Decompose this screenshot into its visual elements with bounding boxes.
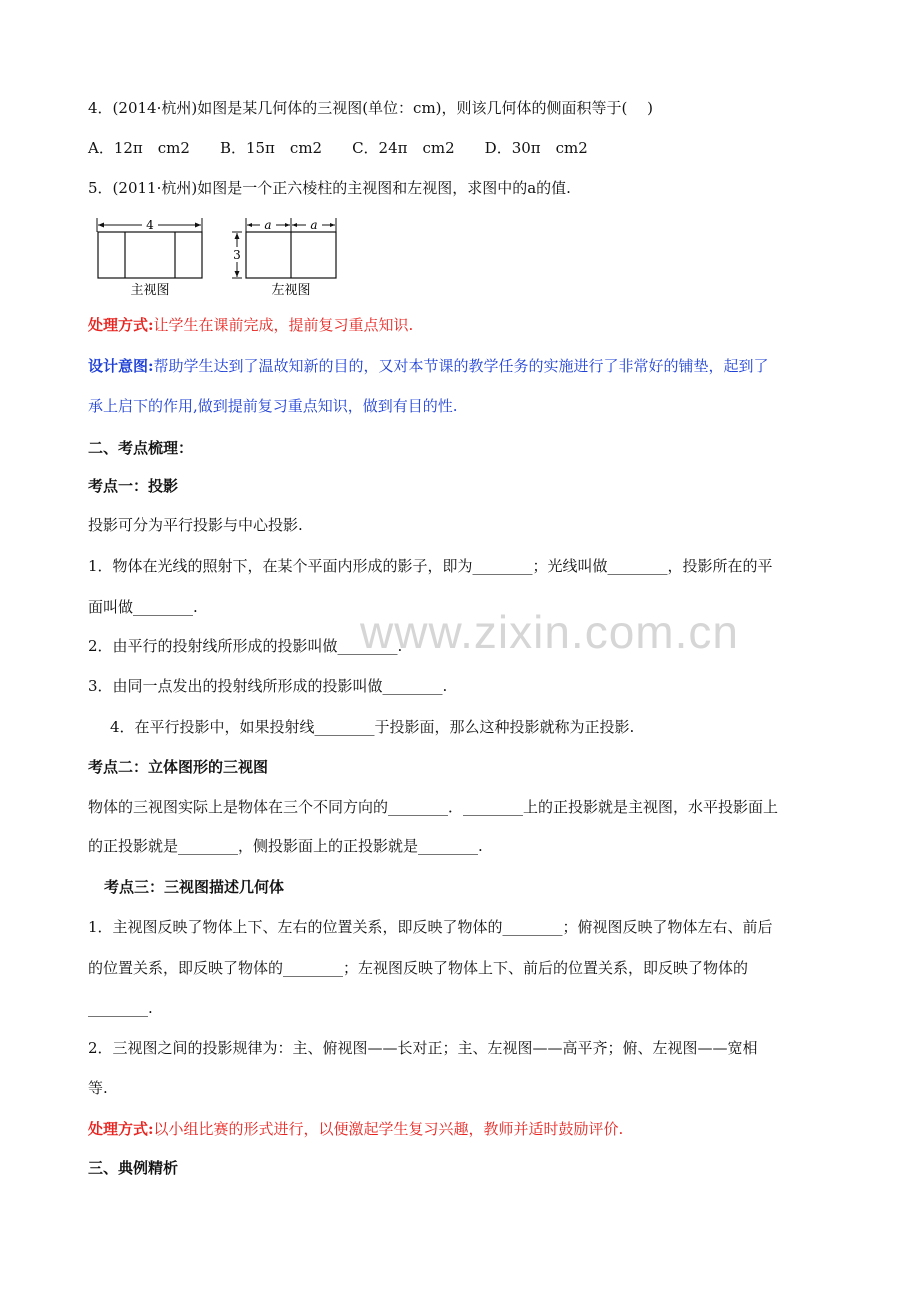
design-text-1: 帮助学生达到了温故知新的目的，又对本节课的教学任务的实施进行了非常好的铺垫，起到了 (153, 357, 769, 375)
design-intent-line-2: 承上启下的作用,做到提前复习重点知识，做到有目的性. (88, 397, 458, 415)
section-3-title: 三、典例精析 (88, 1159, 179, 1177)
hexagonal-prism-views-figure (92, 214, 342, 300)
method-text: 让学生在课前完成，提前复习重点知识. (153, 316, 414, 334)
question-4-text: 4．(2014·杭州)如图是某几何体的三视图(单位：cm)，则该几何体的侧面积等于( ) (88, 99, 653, 117)
side-view-caption: 左视图 (271, 283, 311, 298)
front-view (97, 218, 202, 298)
design-intent-line-1 (88, 356, 769, 376)
key-point-3-item-1a: 1．主视图反映了物体上下、左右的位置关系，即反映了物体的________；俯视图反映了物体左右、前后 (88, 918, 773, 936)
question-5-text: 5．(2011·杭州)如图是一个正六棱柱的主视图和左视图，求图中的a的值. (88, 179, 571, 197)
method-note-1 (88, 315, 413, 335)
section-2-title: 二、考点梳理： (88, 439, 194, 457)
key-point-3-title: 考点三：三视图描述几何体 (104, 878, 285, 896)
key-point-1-item-3: 3．由同一点发出的投射线所形成的投影叫做________. (88, 677, 448, 695)
key-point-1-item-1b: 面叫做________. (88, 598, 198, 616)
side-a-label-2: a (310, 218, 318, 232)
key-point-2-line-1: 物体的三视图实际上是物体在三个不同方向的________．________上的正投影就是主视图，水平投影面上 (88, 798, 779, 816)
key-point-2-title: 考点二：立体图形的三视图 (88, 758, 269, 776)
design-label: 设计意图: (88, 357, 154, 375)
question-4-options: A．12π cm2 B．15π cm2 C．24π cm2 D．30π cm2 (88, 139, 588, 157)
side-height-label: 3 (233, 248, 241, 262)
key-point-3-item-1c: ________. (88, 999, 153, 1017)
key-point-1-title: 考点一：投影 (88, 477, 179, 495)
side-a-label-1: a (264, 218, 272, 232)
key-point-3-item-2b: 等. (88, 1079, 108, 1097)
key-point-1-item-4: 4．在平行投影中，如果投射线________于投影面，那么这种投影就称为正投影. (110, 718, 635, 736)
key-point-2-line-2: 的正投影就是________，侧投影面上的正投影就是________. (88, 837, 483, 855)
front-width-label: 4 (146, 218, 154, 232)
method-label: 处理方式: (88, 316, 154, 334)
key-point-3-item-2a: 2．三视图之间的投影规律为：主、俯视图——长对正；主、左视图——高平齐；俯、左视图——宽相 (88, 1039, 758, 1057)
side-view (232, 218, 336, 298)
front-view-caption: 主视图 (130, 283, 170, 298)
method-note-2 (88, 1119, 623, 1139)
watermark: www.zixin.com.cn (360, 606, 739, 658)
key-point-3-item-1b: 的位置关系，即反映了物体的________；左视图反映了物体上下、前后的位置关系，即反映了物体的 (88, 959, 749, 977)
method-text-2: 以小组比赛的形式进行，以便激起学生复习兴趣，教师并适时鼓励评价. (153, 1120, 624, 1138)
key-point-1-intro: 投影可分为平行投影与中心投影. (88, 516, 303, 534)
key-point-1-item-1a: 1．物体在光线的照射下，在某个平面内形成的影子，即为________；光线叫做________，投影所在的平 (88, 557, 773, 575)
method-label-2: 处理方式: (88, 1120, 154, 1138)
key-point-1-item-2: 2．由平行的投射线所形成的投影叫做________. (88, 637, 403, 655)
